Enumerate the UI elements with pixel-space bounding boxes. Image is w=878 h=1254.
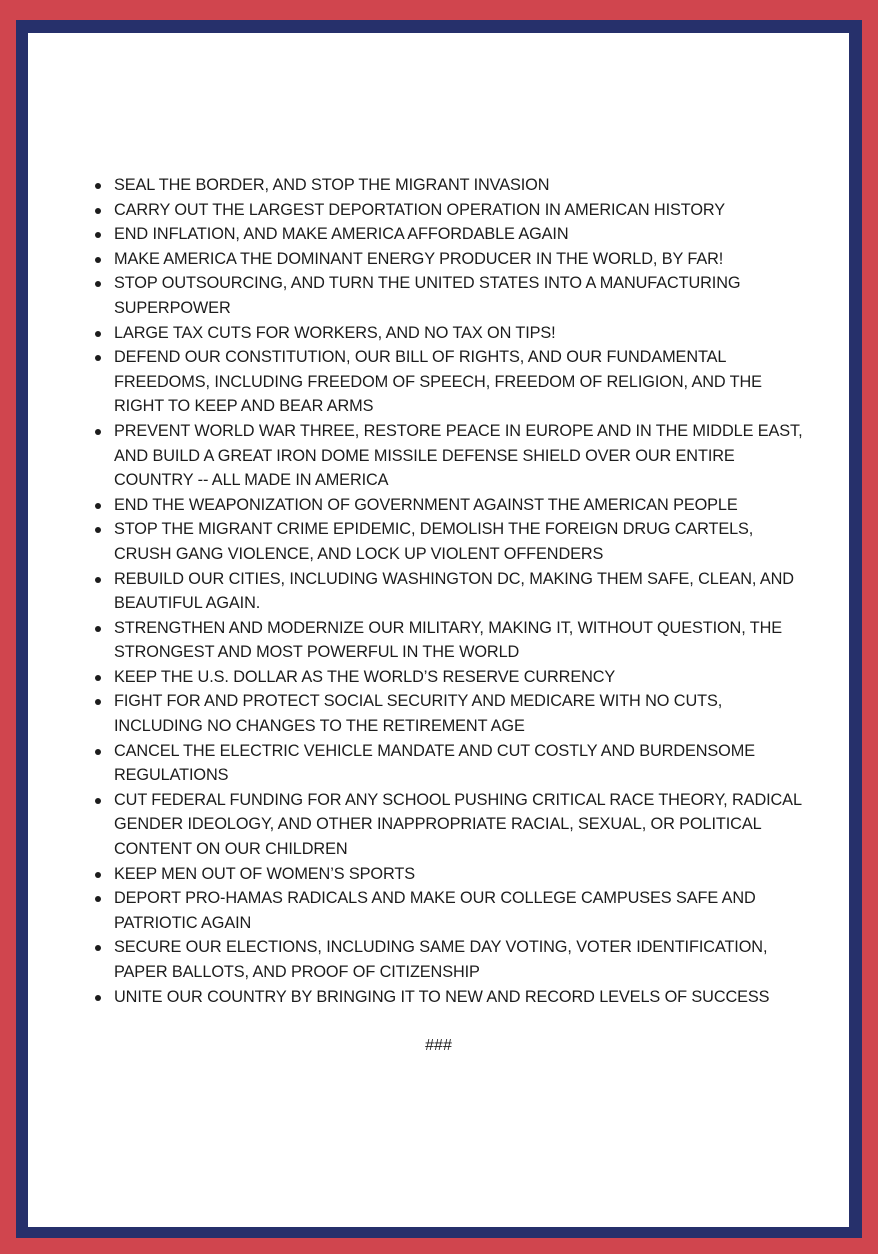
list-item (95, 419, 815, 493)
list-item (95, 665, 815, 690)
list-item-text: SECURE OUR ELECTIONS, INCLUDING SAME DAY VOTING, VOTER IDENTIFICATION, PAPER BALLOTS, AND PROOF OF CITIZENSHIP (114, 938, 768, 981)
closing-mark: ### (425, 1037, 452, 1054)
list-item (95, 739, 815, 788)
list-item (95, 198, 815, 223)
list-item (95, 271, 815, 320)
list-item (95, 862, 815, 887)
list-item-text: END INFLATION, AND MAKE AMERICA AFFORDABLE AGAIN (114, 225, 569, 244)
bullet-icon (95, 355, 101, 361)
list-item (95, 222, 815, 247)
list-item-text: END THE WEAPONIZATION OF GOVERNMENT AGAINST THE AMERICAN PEOPLE (114, 495, 738, 514)
bullet-icon (95, 945, 101, 951)
list-item-text: REBUILD OUR CITIES, INCLUDING WASHINGTON DC, MAKING THEM SAFE, CLEAN, AND BEAUTIFUL AGAIN. (114, 569, 794, 613)
list-item (95, 616, 815, 665)
list-item (95, 345, 815, 419)
bullet-icon (95, 577, 101, 583)
list-item-text: CUT FEDERAL FUNDING FOR ANY SCHOOL PUSHING CRITICAL RACE THEORY, RADICAL GENDER IDEOLOGY, AND OTHER INAPPROPRIATE RACIAL, SEXUAL, OR POLITICAL CONTENT ON OUR CHILDREN (114, 790, 802, 859)
list-item-text: LARGE TAX CUTS FOR WORKERS, AND NO TAX ON TIPS! (114, 323, 556, 342)
list-item-text: STOP OUTSOURCING, AND TURN THE UNITED STATES INTO A MANUFACTURING SUPERPOWER (114, 274, 741, 317)
bullet-icon (95, 429, 101, 435)
list-item (95, 173, 815, 198)
bullet-icon (95, 798, 101, 804)
list-item (95, 567, 815, 616)
list-item (95, 493, 815, 518)
list-item-text: MAKE AMERICA THE DOMINANT ENERGY PRODUCER IN THE WORLD, BY FAR! (114, 249, 724, 268)
bullet-icon (95, 257, 101, 263)
list-item-text: CANCEL THE ELECTRIC VEHICLE MANDATE AND CUT COSTLY AND BURDENSOME REGULATIONS (114, 741, 755, 785)
list-item-text: KEEP THE U.S. DOLLAR AS THE WORLD’S RESERVE CURRENCY (114, 667, 616, 686)
bullet-icon (95, 626, 101, 632)
bullet-icon (95, 183, 101, 189)
list-item (95, 247, 815, 272)
list-item (95, 886, 815, 935)
bullet-icon (95, 281, 101, 287)
bullet-icon (95, 527, 101, 533)
bullet-icon (95, 675, 101, 681)
list-item-text: KEEP MEN OUT OF WOMEN’S SPORTS (114, 864, 415, 883)
list-item-text: DEFEND OUR CONSTITUTION, OUR BILL OF RIGHTS, AND OUR FUNDAMENTAL FREEDOMS, INCLUDING FREEDOM OF SPEECH, FREEDOM OF RELIGION, AND THE RIGHT TO KEEP AND BEAR ARMS (114, 348, 762, 416)
list-item (95, 689, 815, 738)
list-item (95, 321, 815, 346)
bullet-icon (95, 208, 101, 214)
bullet-icon (95, 699, 101, 705)
list-item-text: DEPORT PRO-HAMAS RADICALS AND MAKE OUR COLLEGE CAMPUSES SAFE AND PATRIOTIC AGAIN (114, 889, 756, 932)
list-item-text: FIGHT FOR AND PROTECT SOCIAL SECURITY AND MEDICARE WITH NO CUTS, INCLUDING NO CHANGES TO THE RETIREMENT AGE (114, 692, 723, 736)
list-item (95, 935, 815, 984)
list-item-text: STOP THE MIGRANT CRIME EPIDEMIC, DEMOLISH THE FOREIGN DRUG CARTELS, CRUSH GANG VIOLENCE, AND LOCK UP VIOLENT OFFENDERS (114, 520, 754, 563)
list-item-text: SEAL THE BORDER, AND STOP THE MIGRANT INVASION (114, 176, 550, 194)
bullet-icon (95, 896, 101, 902)
list-item-text: CARRY OUT THE LARGEST DEPORTATION OPERATION IN AMERICAN HISTORY (114, 200, 726, 219)
list-item-text: PREVENT WORLD WAR THREE, RESTORE PEACE IN EUROPE AND IN THE MIDDLE EAST, AND BUILD A GREAT IRON DOME MISSILE DEFENSE SHIELD OVER OUR ENTIRE COUNTRY -- ALL MADE IN AMERICA (114, 421, 803, 490)
list-item (95, 985, 815, 1010)
page-content (28, 33, 849, 1227)
platform-list (95, 173, 815, 1009)
bullet-icon (95, 503, 101, 509)
list-item-text: STRENGTHEN AND MODERNIZE OUR MILITARY, MAKING IT, WITHOUT QUESTION, THE STRONGEST AND MOST POWERFUL IN THE WORLD (114, 618, 783, 662)
bullet-icon (95, 749, 101, 755)
bullet-icon (95, 331, 101, 337)
bullet-icon (95, 232, 101, 238)
bullet-icon (95, 995, 101, 1001)
list-item (95, 788, 815, 862)
list-item-text: UNITE OUR COUNTRY BY BRINGING IT TO NEW AND RECORD LEVELS OF SUCCESS (114, 987, 770, 1006)
bullet-icon (95, 872, 101, 878)
list-item (95, 517, 815, 566)
